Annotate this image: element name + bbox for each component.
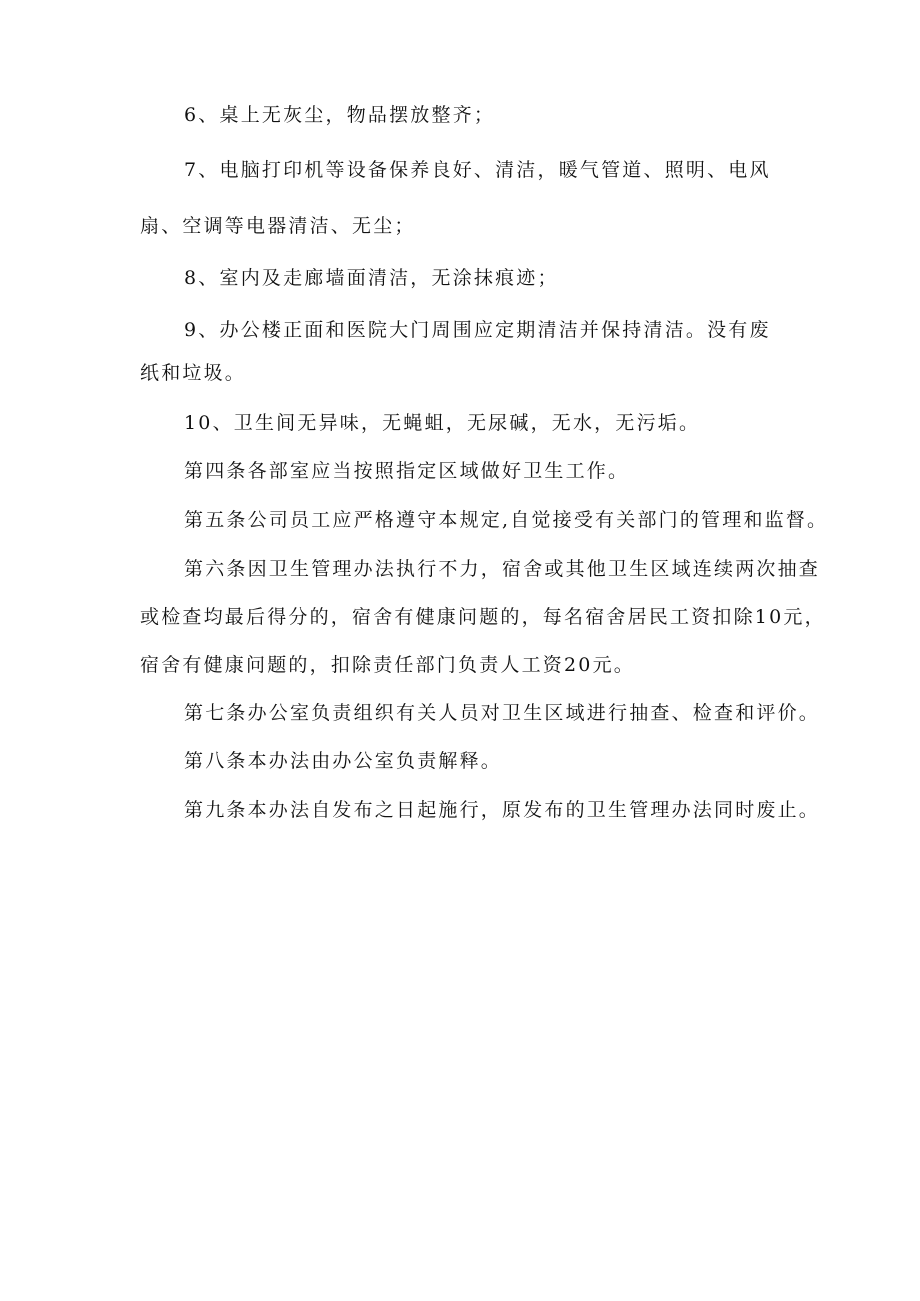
item-9-line-1: 9、办公楼正面和医院大门周围应定期清洁并保持清洁。没有废 xyxy=(184,319,771,341)
item-7-line-2: 扇、空调等电器清洁、无尘； xyxy=(140,215,416,237)
item-6-line: 6、桌上无灰尘，物品摆放整齐； xyxy=(184,104,496,126)
item-8-line: 8、室内及走廊墙面清洁，无涂抹痕迹； xyxy=(184,267,559,289)
item-7-line-1: 7、电脑打印机等设备保养良好、清洁，暖气管道、照明、电风 xyxy=(184,159,771,181)
item-10-line: 10、卫生间无异味，无蝇蛆，无尿碱，无水，无污垢。 xyxy=(184,412,701,434)
article-6-line-1: 第六条因卫生管理办法执行不力，宿舍或其他卫生区域连续两次抽查 xyxy=(184,558,821,580)
item-9-line-2: 纸和垃圾。 xyxy=(140,362,247,384)
article-5-line: 第五条公司员工应严格遵守本规定,自觉接受有关部门的管理和监督。 xyxy=(184,509,829,531)
article-9-line: 第九条本办法自发布之日起施行，原发布的卫生管理办法同时废止。 xyxy=(184,799,821,821)
article-6-line-3: 宿舍有健康问题的，扣除责任部门负责人工资20元。 xyxy=(140,654,635,676)
article-8-line: 第八条本办法由办公室负责解释。 xyxy=(184,750,503,772)
article-7-line: 第七条办公室负责组织有关人员对卫生区域进行抽查、检查和评价。 xyxy=(184,702,821,724)
article-6-line-2: 或检查均最后得分的，宿舍有健康问题的，每名宿舍居民工资扣除10元， xyxy=(140,606,826,628)
article-4-line: 第四条各部室应当按照指定区域做好卫生工作。 xyxy=(184,460,630,482)
